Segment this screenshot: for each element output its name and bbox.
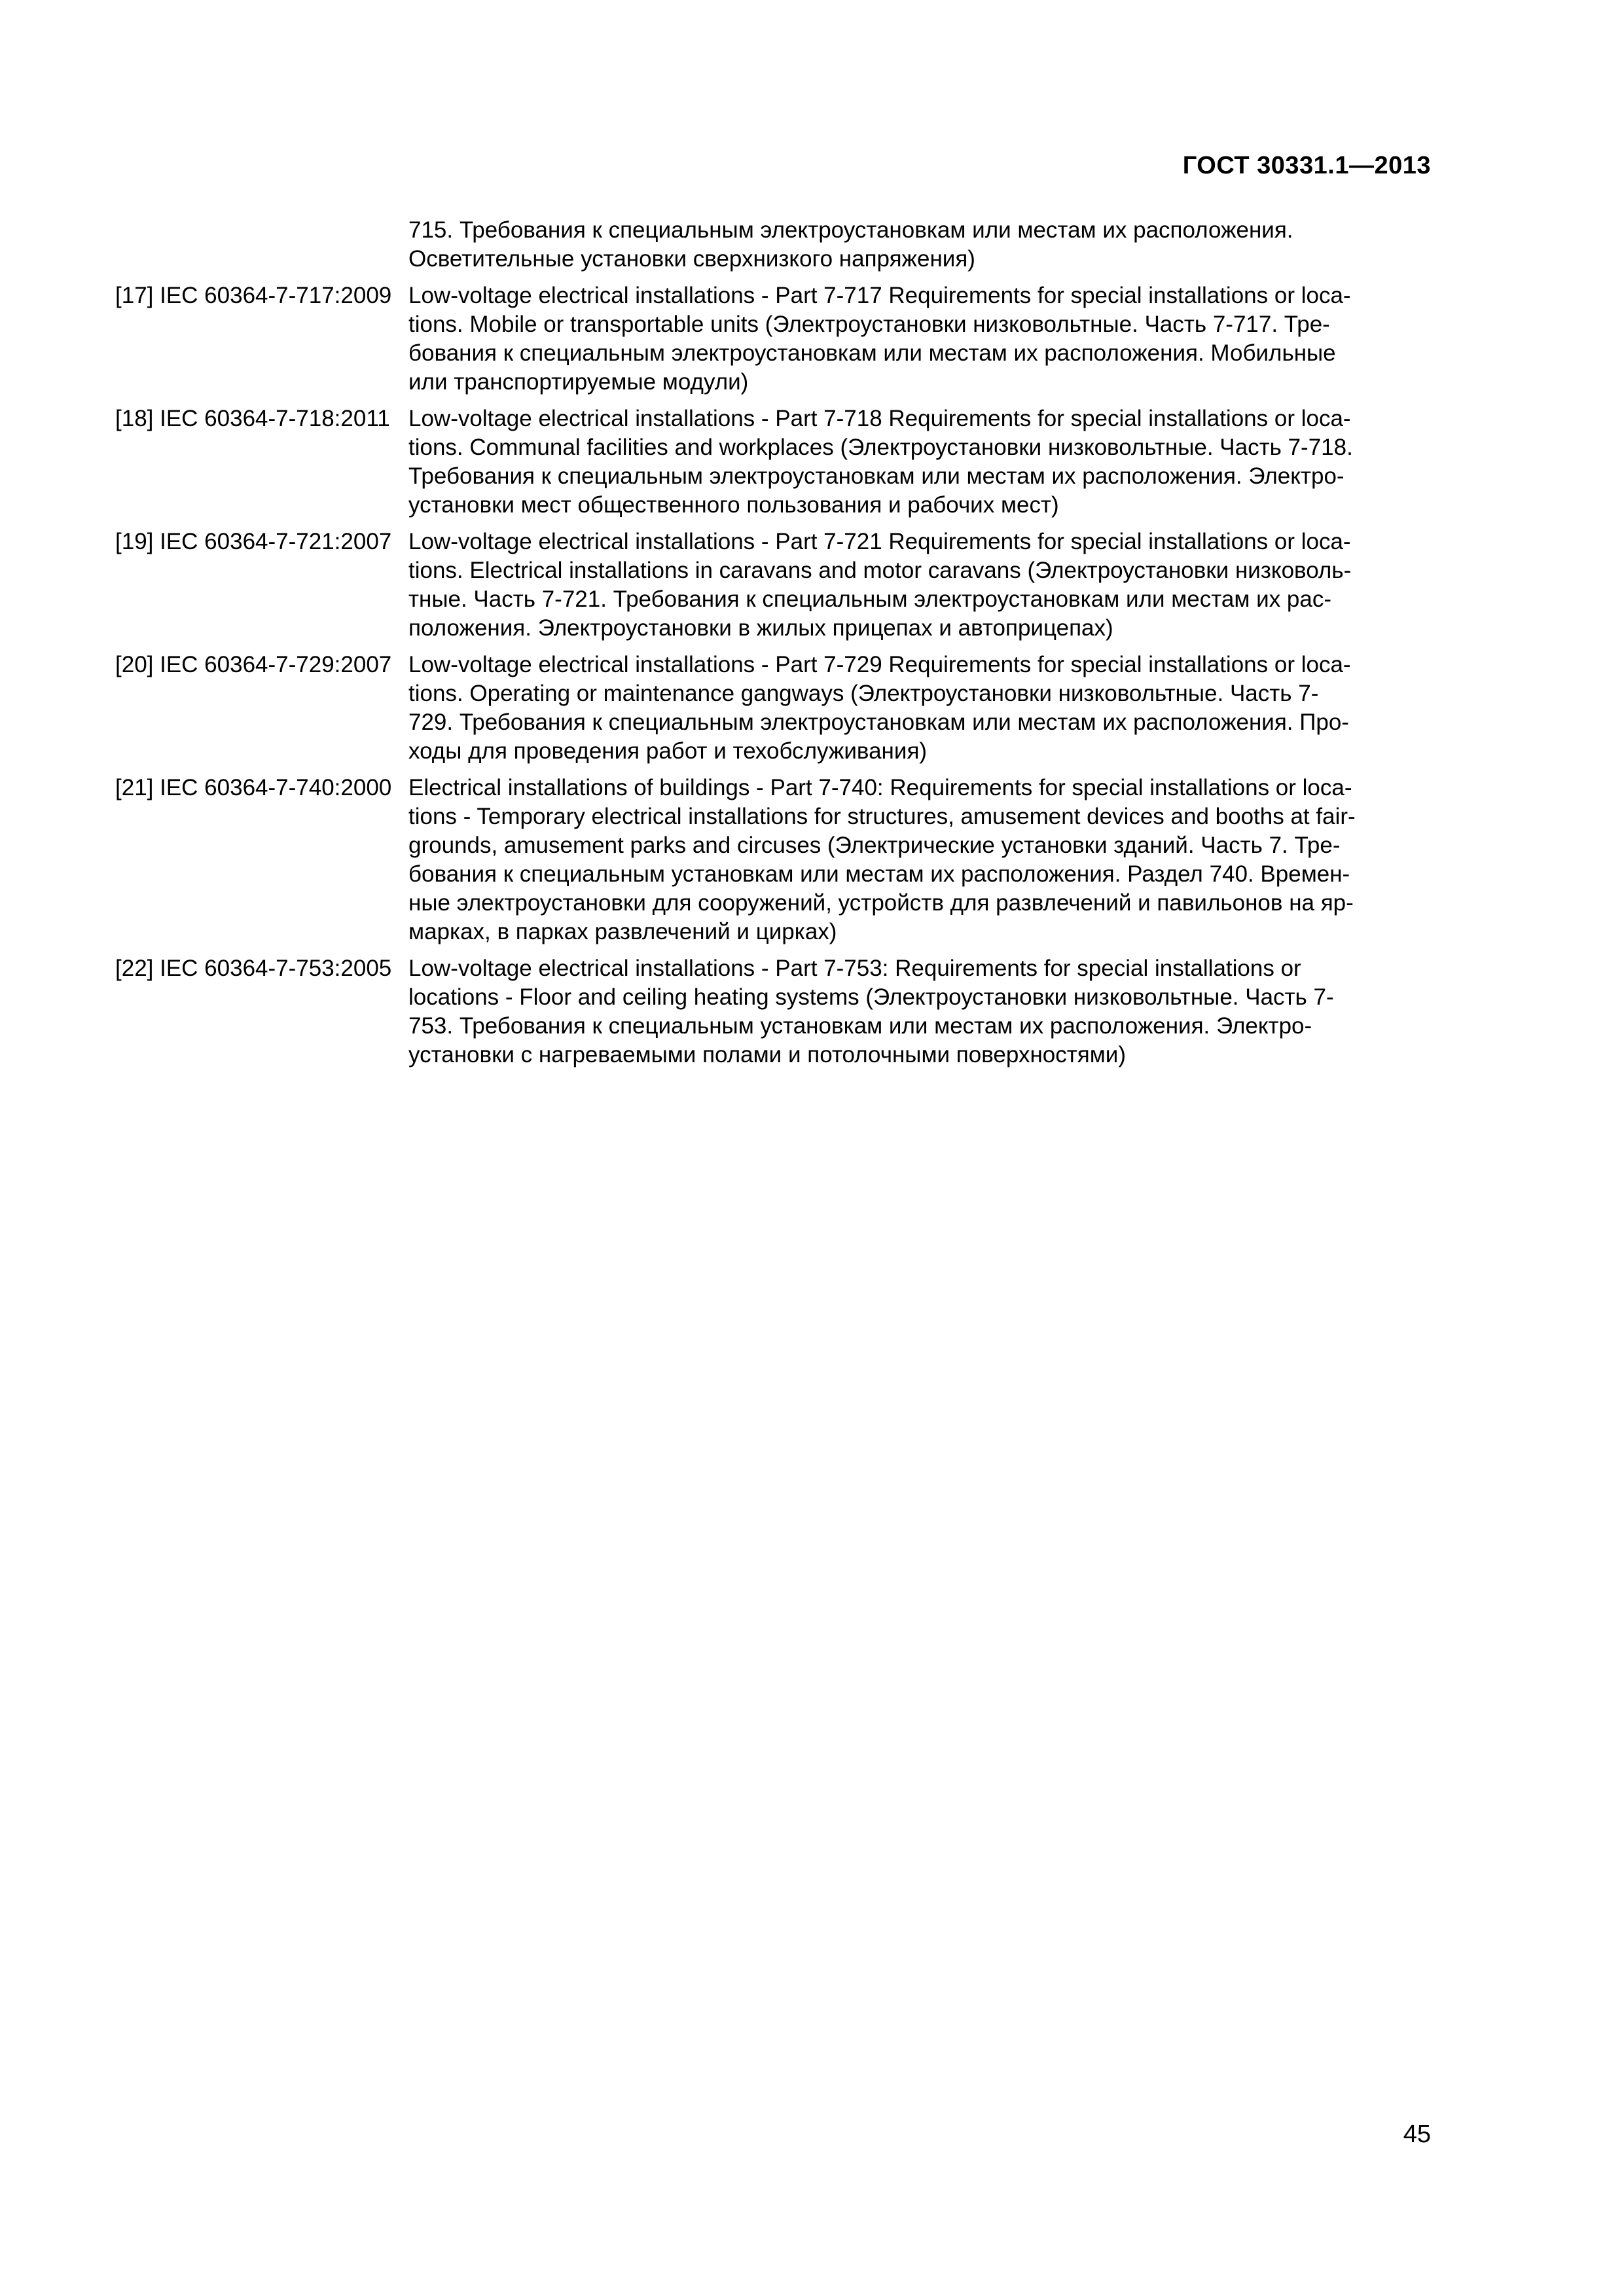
reference-item-21 bbox=[115, 774, 1431, 946]
reference-item-18 bbox=[115, 404, 1431, 520]
reference-text: Low-voltage electrical installations - Part 7-718 Requirements for special installations or loca- tions. Communal facilities and workplaces (Электроустановки низковольтные. Часть 7-718. Требования к специальным электроустановкам или местам их расположения. Электро- установки мест общественного пользования и рабочих мест) bbox=[408, 406, 1353, 518]
bibliography-list bbox=[115, 216, 1431, 1077]
reference-item-17 bbox=[115, 281, 1431, 397]
reference-number: [22] IEC 60364-7-753:2005 bbox=[115, 956, 392, 981]
page-number: 45 bbox=[1403, 2121, 1431, 2148]
reference-text: Low-voltage electrical installations - Part 7-753: Requirements for special installations or locations - Floor and ceiling heating systems (Электроустановки низковольтные. Часть 7- 753. Требования к специальным установкам или местам их расположения. Электро- установки с нагреваемыми полами и потолочными поверхностями) bbox=[408, 956, 1334, 1067]
reference-text: Low-voltage electrical installations - Part 7-721 Requirements for special installations or loca- tions. Electrical installations in caravans and motor caravans (Электроустановки низковоль- тные. Часть 7-721. Требования к специальным электроустановкам или местам их рас- положения. Электроустановки в жилых прицепах и автоприцепах) bbox=[408, 529, 1352, 641]
reference-text: Electrical installations of buildings - Part 7-740: Requirements for special installations or loca- tions - Temporary electrical installations for structures, amusement devices and booths at fair- grounds, amusement parks and circuses (Электрические установки зданий. Часть 7. Тре- бования к специальным установкам или местам их расположения. Раздел 740. Времен- ные электроустановки для сооружений, устройств для развлечений и павильонов на яр- марках, в парках развлечений и цирках) bbox=[408, 775, 1356, 944]
reference-number: [21] IEC 60364-7-740:2000 bbox=[115, 775, 392, 800]
reference-number: [17] IEC 60364-7-717:2009 bbox=[115, 283, 392, 308]
reference-text: Low-voltage electrical installations - Part 7-717 Requirements for special installations or loca- tions. Mobile or transportable units (Электроустановки низковольтные. Часть 7-717. Тре- бования к специальным электроустановкам или местам их расположения. Мобильные или транспортируемые модули) bbox=[408, 283, 1351, 395]
reference-item-22 bbox=[115, 954, 1431, 1069]
document-header bbox=[1183, 152, 1431, 180]
reference-item-20 bbox=[115, 651, 1431, 766]
reference-item-19 bbox=[115, 528, 1431, 643]
reference-number: [18] IEC 60364-7-718:2011 bbox=[115, 406, 390, 431]
standard-id: ГОСТ 30331.1—2013 bbox=[1182, 152, 1431, 179]
reference-number: [19] IEC 60364-7-721:2007 bbox=[115, 529, 392, 554]
reference-number: [20] IEC 60364-7-729:2007 bbox=[115, 652, 392, 677]
reference-text: Low-voltage electrical installations - Part 7-729 Requirements for special installations or loca- tions. Operating or maintenance gangways (Электроустановки низковольтные. Часть 7- 729. Требования к специальным электроустановкам или местам их расположения. Про- ходы для проведения работ и техобслуживания) bbox=[408, 652, 1351, 764]
reference-item-continuation bbox=[115, 216, 1431, 274]
reference-text: 715. Требования к специальным электроустановкам или местам их расположения. Осветительные установки сверхнизкого напряжения) bbox=[408, 217, 1293, 272]
